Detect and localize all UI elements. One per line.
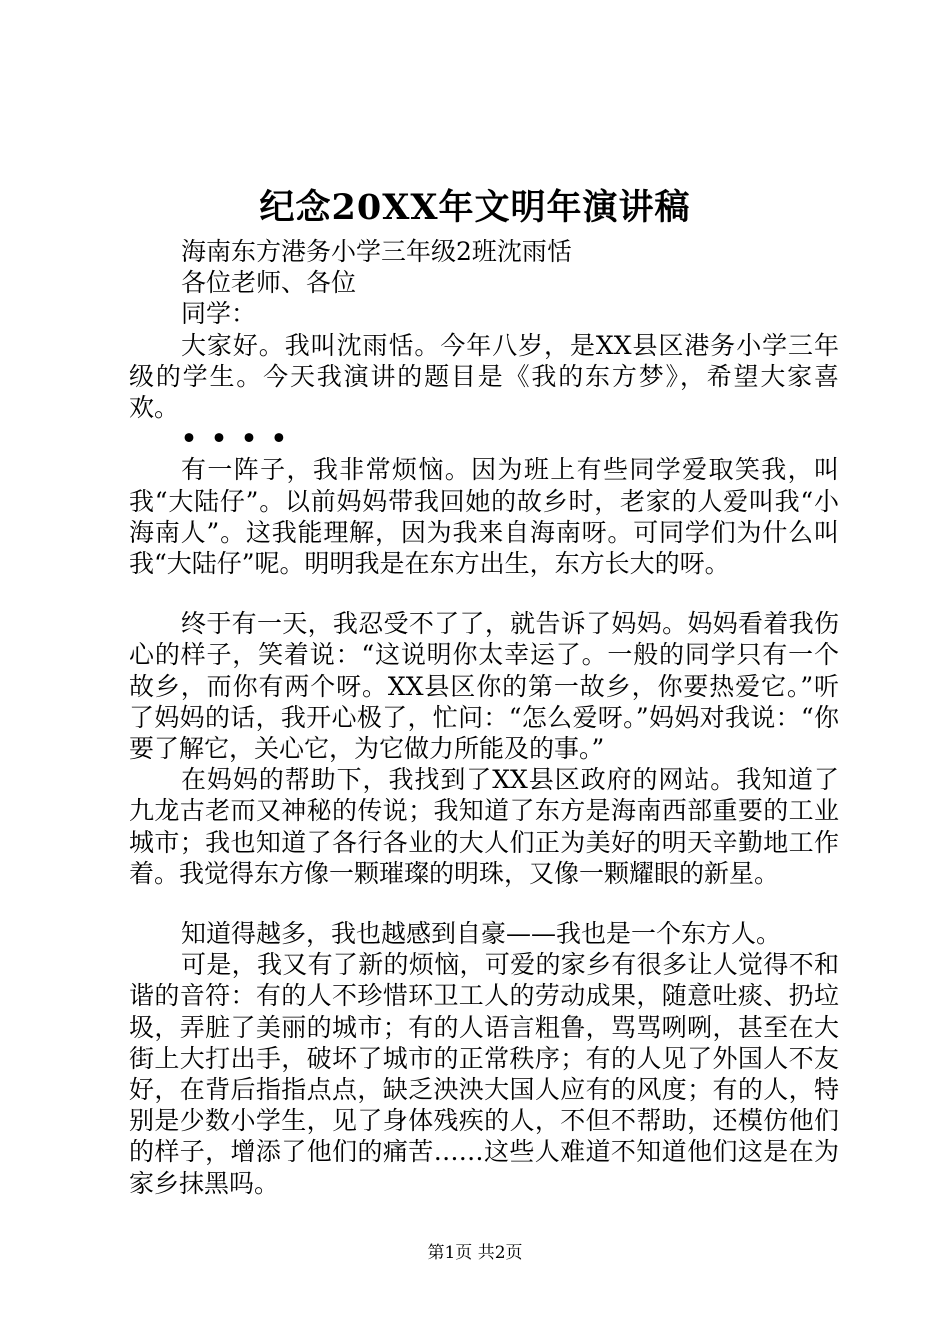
author-line: 海南东方港务小学三年级2班沈雨恬 xyxy=(181,237,572,266)
paragraph-gap xyxy=(129,889,839,918)
page-footer: 第1页 共2页 xyxy=(427,1243,523,1263)
section-dots: •••• xyxy=(181,424,301,454)
document-title: 纪念20XX年文明年演讲稿 xyxy=(259,187,691,228)
greeting-line-2: 同学： xyxy=(181,299,257,329)
document-body xyxy=(129,236,839,1199)
greeting-line-1: 各位老师、各位 xyxy=(181,268,357,298)
paragraph-5: 可是，我又有了新的烦恼，可爱的家乡有很多让人觉得不和谐的音符：有的人不珍惜环卫工人的劳动成果，随意吐痰、扔垃圾，弄脏了美丽的城市；有的人语言粗鲁，骂骂咧咧，甚至在大街上大打出手，破坏了城市的正常秩序；有的人见了外国人不友好，在背后指指点点，缺乏泱泱大国人应有的风度；有的人，特别是少数小学生，见了身体残疾的人，不但不帮助，还模仿他们的样子，增添了他们的痛苦……这些人难道不知道他们这是在为家乡抹黑吗。 xyxy=(129,950,839,1198)
paragraph-1: 有一阵子，我非常烦恼。因为班上有些同学爱取笑我，叫我“大陆仔”。以前妈妈带我回她的故乡时，老家的人爱叫我“小海南人”。这我能理解，因为我来自海南呀。可同学们为什么叫我“大陆仔”呢。明明我是在东方出生，东方长大的呀。 xyxy=(129,455,839,579)
paragraph-gap xyxy=(129,579,839,608)
paragraph-3: 在妈妈的帮助下，我找到了XX县区政府的网站。我知道了九龙古老而又神秘的传说；我知道了东方是海南西部重要的工业城市；我也知道了各行各业的大人们正为美好的明天辛勤地工作着。我觉得东方像一颗璀璨的明珠，又像一颗耀眼的新星。 xyxy=(129,765,839,888)
paragraph-4: 知道得越多，我也越感到自豪——我也是一个东方人。 xyxy=(181,919,782,949)
paragraph-2: 终于有一天，我忍受不了了，就告诉了妈妈。妈妈看着我伤心的样子，笑着说：“这说明你太幸运了。一般的同学只有一个故乡，而你有两个呀。XX县区你的第一故乡，你要热爱它。”听了妈妈的话，我开心极了，忙问：“怎么爱呀。”妈妈对我说：“你要了解它，关心它，为它做力所能及的事。” xyxy=(129,609,839,764)
intro-paragraph: 大家好。我叫沈雨恬。今年八岁，是XX县区港务小学三年级的学生。今天我演讲的题目是《我的东方梦》，希望大家喜欢。 xyxy=(129,330,839,423)
